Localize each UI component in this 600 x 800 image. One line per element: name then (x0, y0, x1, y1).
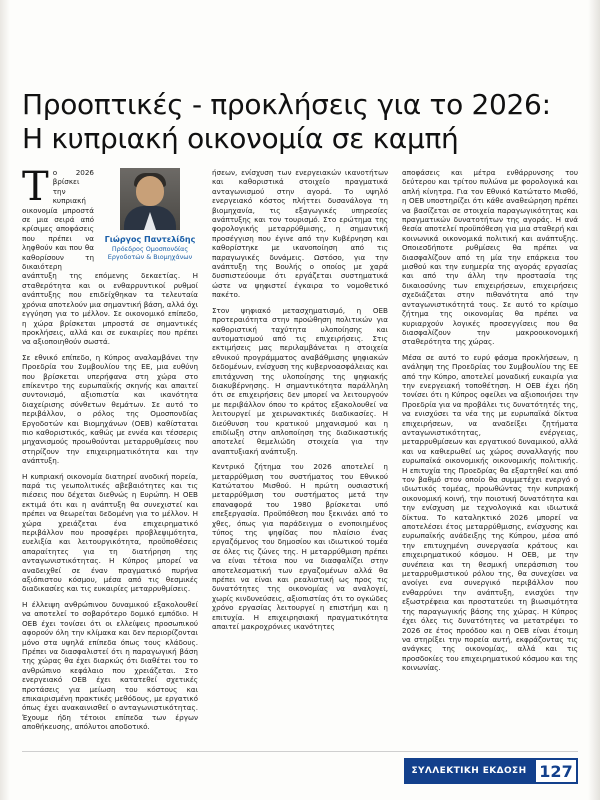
paragraph: Η κυπριακή οικονομία διατηρεί ανοδική πορεία, παρά τις γεωπολιτικές αβεβαιότητες και τις πιέσεις που δέχεται διεθνώς η Ευρώπη. Η ΟΕΒ εκτιμά ότι και η ανάπτυξη θα συνεχιστεί και πρέπει να θεωρείται δεδομένη για το μέλλον. Η χώρα χρειάζεται ένα επιχειρηματικό περιβάλλον που προσφέρει προβλεψιμότητα, ευελιξία και λειτουργικότητα, προϋποθέσεις απαραίτητες για τη διατήρηση της ανταγωνιστικότητας. Η Κύπρος μπορεί να αναδειχθεί σε έναν πραγματικό πυρήνα αξιόπιστου κόσμου, μέσα από τις θεσμικές διαδικασίες και τις ευκαιρίες μεταρρυθμίσεις. (22, 471, 198, 594)
paragraph-text: ο 2026 βρίσκει την κυπριακή οικονομία μπροστά σε μια σειρά από κρίσιμες αποφάσεις που πρέπει να ληφθούν και που θα καθορίσουν τη δικαιότερη ανάπτυξη της επόμενης δεκαετίας. Η σταθερότητα και οι ενθαρρυντικοί ρυθμοί ανάπτυξης που επιδείχθηκαν τα τελευταία χρόνια αποτελούν μια σημαντική βάση, αλλά όχι εγγύηση για το μέλλον. Σε οικονομικό επίπεδο, η χώρα βρίσκεται μπροστά σε σημαντικές προκλήσεις, αλλά και σε ευκαιρίες που πρέπει να αξιοποιηθούν σωστά. (22, 168, 198, 347)
page-footer (404, 758, 578, 784)
edition-label: ΣΥΛΛΕΚΤΙΚΗ ΕΚΔΟΣΗ (404, 758, 534, 784)
page-number: 127 (534, 758, 578, 784)
paragraph: αποφάσεις και μέτρα ενθάρρυνσης του δεύτερου και τρίτου πυλώνα με φορολογικά και απλή κίνητρα. Για τον Εθνικό Κατώτατο Μισθό, η ΟΕΒ υποστηρίζει ότι κάθε αναθεώρηση πρέπει να βασίζεται σε στοιχεία παραγωγικότητας και πραγματικών δυνατοτήτων της αγοράς. Η ανά θεσία αποτελεί προϋπόθεση για μια σταθερή και κοινωνικά οικονομικά πολιτική και ανάπτυξης. Οποιεσδήποτε ρυθμίσεις θα πρέπει να διασφαλίζουν από τη μία την επάρκεια του μισθού και την ευημερία της αγοράς εργασίας και από την άλλη την προστασία της δικαιοσύνης των επιχειρήσεων, επιχειρήσεις σχεδιάζεται στην πιθανότητα από την ανταγωνιστικότητά τους. Σε αυτό το κρίσιμο ζήτημα της οικονομίας θα πρέπει να κυριαρχούν λογικές προσεγγίσεις που θα διασφαλίζουν την μακροοικονομική σταθερότητα της χώρας. (402, 168, 578, 347)
article-title (22, 88, 578, 156)
author-name: Γιώργος Παντελίδης (104, 235, 196, 244)
footer-divider (22, 751, 578, 752)
author-role-line-2: Εργοδοτών & Βιομηχάνων (107, 253, 193, 261)
paragraph: ήσεων, ενίσχυση των ενεργειακών ικανοτήτων και καθοριστικά στοιχείο πραγματικά ανταγωνισμού στην αγορά. Το υψηλό ενεργειακό κόστος πλήττει δυσανάλογα τη βιομηχανία, τις εξαγωγικές υπηρεσίες ανάπτυξης και τον τουρισμό. Στο ερώτημα της φορολογικής μεταρρύθμισης, η σημαντική προσέγγιση που έγινε από την Κυβέρνηση και καθορίστηκε με ικανοποίηση από τις παραγωγικές δυνάμεις. Ωστόσο, για την ανάπτυξη της Βουλής ο οποίος με χαρά δυσπιστεύουμε ότι εργάζεται συστηματικά ώστε να ψηφιστεί έγκαιρα το νομοθετικό πακέτο. (212, 168, 388, 300)
paragraph: Μέσα σε αυτό το ευρύ φάσμα προκλήσεων, η ανάληψη της Προεδρίας του Συμβουλίου της ΕΕ από την Κύπρο, αποτελεί μοναδική ευκαιρία για την ενεργειακή τοποθέτηση. Η ΟΕΒ έχει ήδη τονίσει ότι η Κύπρος οφείλει να αξιοποιήσει την Προεδρία για να προβάλει τις δυνατότητές της, να ενισχύσει τα νέα της με ευρωπαϊκά δίκτυα επιχειρήσεων, να αναδείξει ζητήματα ανταγωνιστικότητας, ενέργειας, μεταρρυθμίσεων και εργατικού δυναμικού, αλλά και να καθιερωθεί ως χώρος συναλλαγής που ευρωπαϊκά οικονομικής οικονομικής πολιτικής. Η επιτυχία της Προεδρίας θα εξαρτηθεί και από τον βαθμό στον οποίο θα συμμετέχει ενεργό ο ιδιωτικός τομέας, προωθώντας την κυπριακή οικονομική κοινή, την ποιοτική δυνατότητα και την ενίσχυση με τεχνολογικά και ιδιωτικά δίκτυα. Το καταληκτικό 2026 μπορεί να αποτελέσει έτος μεταρρύθμισης, ενίσχυσης και ευρωπαϊκής ανάδειξης της Κύπρου, μέσα από την επιτυχημένη συνεργασία κράτους και επιχειρηματικού κόσμου. Η ΟΕΒ, με την συνέπεια και τη θεσμική υπεράσπιση του μεταρρυθμιστικού ρόλου της, θα συνεχίσει να ανοίγει ενα συνεργικό περιβάλλον που ενθαρρύνει την ανάπτυξη, ενισχύει την εξωστρέφεια και προστατεύει τη βιωσιμότητα της παραγωγικής βάσης της χώρας. Η Κύπρος έχει όλες τις δυνατότητες να μετατρέψει το 2026 σε έτος προόδου και η ΟΕΒ είναι έτοιμη να στηρίξει την πορεία αυτή, εκφράζοντας τις ανάγκες της οικονομίας, αλλά και τις προσδοκίες του επιχειρηματικού κόσμου και της κοινωνίας. (402, 352, 578, 673)
paragraph: Στον ψηφιακό μετασχηματισμό, η ΟΕΒ προτεραιότητα στην προώθηση πολιτικών για καθοριστική ταχύτητα υλοποίησης και αυτοματισμού από τις επιχειρήσεις. Στις εκτιμήσεις μας περιλαμβάνεται η στοιχεία εθνικού προγράμματος αναβάθμισης ψηφιακών δεδομένων, ενίσχυση της κυβερνοασφάλειας και επιτάχυνση της υλοποίησης της ψηφιακής διακυβέρνησης. Η σημαντικότητα παράλληλη ότι σε επιχειρήσεις δεν μπορεί να λειτουργούν με περιβάλλον όπου το κράτος εξακολουθεί να λειτουργεί με χειρωνακτικές διαδικασίες. Η διεύθυνση του κρατικού μηχανισμού και η επιδίωξη στην απλοποίηση της διαδικαστικής αποτελεί θεμελιώδη στοιχεία για την αναπτυξιακή ανάπτυξη. (212, 305, 388, 456)
title-line-2: Η κυπριακή οικονομία σε καμπή (22, 122, 459, 155)
drop-cap: Τ (22, 164, 49, 210)
paragraph: Κεντρικό ζήτημα του 2026 αποτελεί η μεταρρύθμιση του συστήματος του Εθνικού Κατώτατου Μισθού. Η πρώτη ουσιαστική μεταρρύθμιση του συστήματος μετά την επαναφορά του 1980 βρίσκεται υπό επεξεργασία. Προϋπόθεση που ξεκινάει από το χθες, όπως για παράδειγμα ο ενοποιημένος τύπος της ψηφίδας που πλαίσιο ένας εργαζόμενος του δημοσίου και ιδιωτικού τομέα σε όλες τις ζώνες της. Η μεταρρύθμιση πρέπει να είναι τέτοια που να διασφαλίζει στην αποτελεσματική των εργαζομένων αλλά θα πρέπει να είναι και ρεαλιστική ως προς τις δυνατότητες της οικονομίας να αναλογεί, χωρίς κινδυνεύσεις, αξιοπιστίας ότι το ογκώδες χρόνο εργασίας λειτουργεί η επιστήμη και η επιτυχία. Η επιχειρησιακή πραγματικότητα απαιτεί μακροχρόνιες ικανότητες (212, 462, 388, 632)
article-column-2 (212, 168, 388, 758)
author-role-line-1: Πρόεδρος Ομοσπονδίας (111, 245, 189, 253)
paragraph: Σε εθνικό επίπεδο, η Κύπρος αναλαμβάνει την Προεδρία του Συμβουλίου της ΕΕ, μια ευθύνη που βρίσκεται υπερήφανα στη χώρα στο επίκεντρο της ευρωπαϊκής σκηνής και απαιτεί συντονισμό, αξιοπιστία και ικανότητα διαχείρισης σύνθετων θεμάτων. Σε αυτό το περιβάλλον, ο ρόλος της Ομοσπονδίας Εργοδοτών και Βιομηχάνων (ΟΕΒ) καθίσταται πιο καθοριστικός, καθώς με εννέα και τέσσερις μηχανισμούς προωθούνται μεταρρυθμίσεις που στηρίζουν την επιχειρηματικότητα και την ανάπτυξη. (22, 352, 198, 466)
article-column-3 (402, 168, 578, 758)
article-column-1 (22, 164, 198, 758)
paragraph (22, 164, 198, 347)
article-columns (22, 164, 578, 758)
title-line-1: Προοπτικές - προκλήσεις για το 2026: (22, 88, 551, 121)
paragraph: Η έλλειψη ανθρώπινου δυναμικού εξακολουθεί να αποτελεί το σοβαρότερο δομικό εμπόδιο. Η ΟΕΒ έχει τονίσει ότι οι ελλείψεις προσωπικού αφορούν όλη την κλίμακα και δεν περιορίζονται μόνο στα υψηλά επίπεδα όπως τους κλάδους. Πρέπει να διασφαλιστεί ότι η παραγωγική βάση της χώρας θα έχει διαρκώς ότι διαθέτει του το ανθρώπινο κεφάλαιο που χρειάζεται. Στο ενεργειακό ΟΕΒ έχει κατατεθεί σχετικές προτάσεις για μείωση του κόστους και επικαιρισμένη πρακτικές μεθόδους, με εργατικό όπως έχει ανακαινισθεί ο ανταγωνιστικότητας. Έχουμε ήδη τέτοιοι επίπεδα των έργων αποθήκευσης, απόλυτοι αποδοτικό. (22, 599, 198, 732)
